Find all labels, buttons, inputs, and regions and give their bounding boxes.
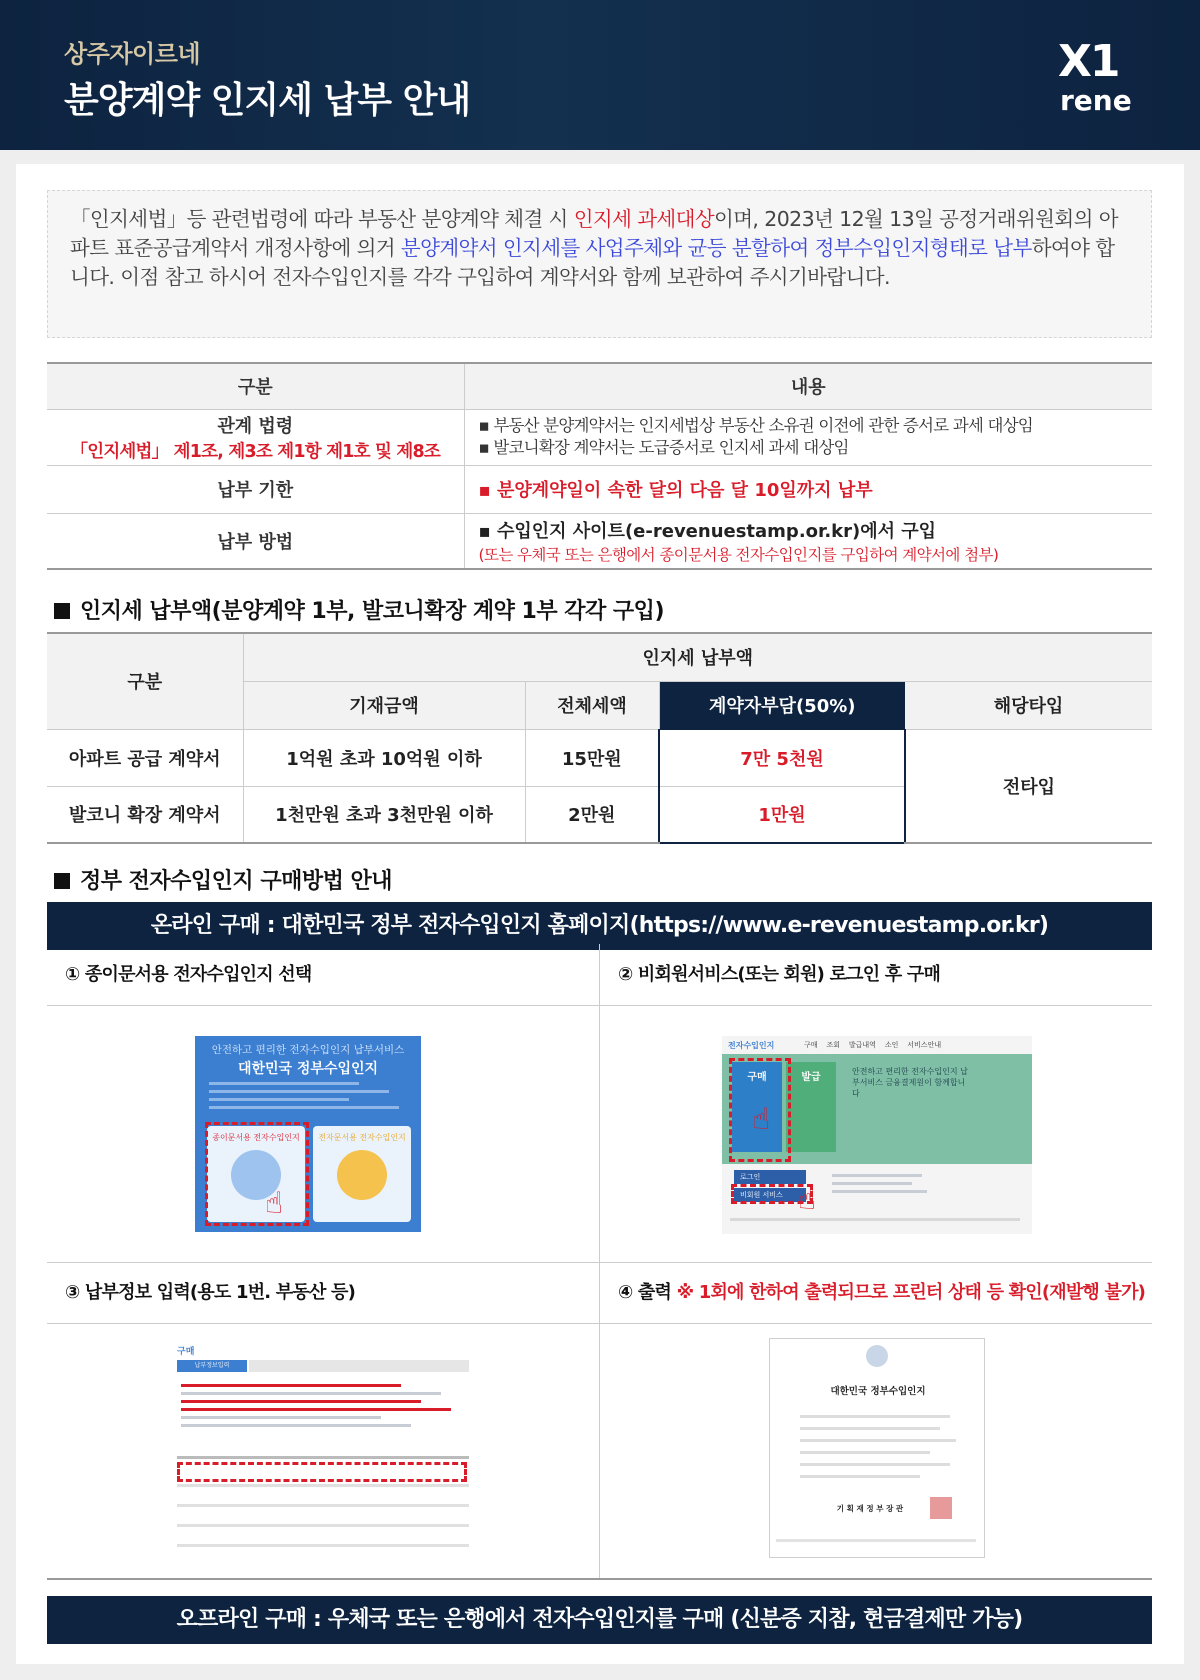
shot3-row: [177, 1484, 469, 1487]
shot2-login-button: 로그인: [734, 1170, 806, 1184]
intro-text-1: 「인지세법」등 관련법령에 따라 부동산 분양계약 체결 시: [70, 207, 574, 231]
shot3-row: [177, 1524, 469, 1527]
grid-bottom-border: [47, 1578, 1152, 1580]
shot1-text-line: [209, 1106, 399, 1109]
screenshot-step-3: [177, 1344, 469, 1556]
shot2-text-line: [832, 1174, 922, 1177]
brand-logo: [1058, 36, 1138, 120]
laptop-icon: [337, 1150, 387, 1200]
shot3-text-line: [181, 1408, 451, 1411]
hand-pointer-icon: ☝: [265, 1186, 284, 1221]
intro-text-2: 이며, 2023년 12월 13일 공정거래위원회의 아파트 표준공급계약서 개정사항에 의거: [70, 207, 1118, 260]
shot2-nav-item: 소인: [884, 1041, 899, 1049]
info-method-label: 납부 방법: [47, 513, 464, 569]
info-deadline-value: ▪ 분양계약일이 속한 달의 다음 달 10일까지 납부: [464, 465, 1152, 513]
shot3-text-line: [181, 1416, 381, 1419]
section-purchase-title: [54, 864, 392, 895]
shot1-option-paper-label: 종이문서용 전자수입인지: [212, 1133, 300, 1142]
shot2-site-name: 전자수입인지: [728, 1041, 775, 1050]
intro-text-3: 하여야 합니다. 이점 참고 하시어 전자수입인지를 각각 구입하여 계약서와 함께 보관하여 주시기바랍니다.: [70, 236, 1115, 289]
square-bullet-icon: [54, 873, 70, 889]
shot4-text-line: [800, 1475, 920, 1478]
hand-pointer-icon: ☝: [752, 1102, 771, 1137]
info-method-note: (또는 우체국 또는 은행에서 종이문서용 전자수입인지를 구입하여 계약서에 첨부): [478, 545, 999, 564]
screenshot-step-2: [722, 1036, 1032, 1234]
amount-row-amount: 1억원 초과 10억원 이하: [243, 729, 525, 786]
shot2-text-line: [832, 1190, 927, 1193]
amount-header-total: 전체세액: [525, 681, 659, 729]
shot2-nav-item: 조회: [826, 1041, 840, 1049]
shot2-nav-item: 서비스안내: [907, 1041, 942, 1049]
shot4-text-line: [800, 1451, 930, 1454]
info-table: [47, 362, 1152, 570]
shot2-text-line: [832, 1182, 912, 1185]
shot3-row: [177, 1456, 469, 1459]
shot3-text-line: [181, 1400, 421, 1403]
header-banner: [0, 0, 1200, 150]
amount-header-group: 인지세 납부액: [243, 633, 1152, 681]
shot1-text-line: [209, 1082, 359, 1085]
shot1-highlight: [205, 1122, 309, 1226]
amount-row-total: 15만원: [525, 729, 659, 786]
amount-row-total: 2만원: [525, 786, 659, 843]
amount-header-amount: 기재금액: [243, 681, 525, 729]
amount-header-share: 계약자부담(50%): [659, 681, 905, 729]
shot3-row: [177, 1544, 469, 1547]
shot2-guest-button: 비회원 서비스: [734, 1188, 806, 1202]
shot4-text-line: [800, 1415, 950, 1418]
step-3-title: ③ 납부정보 입력(용도 1번. 부동산 등): [47, 1262, 599, 1324]
amount-row-category: 아파트 공급 계약서: [47, 729, 243, 786]
shot3-tab-active: 납부정보입력: [177, 1360, 247, 1372]
shot1-option-electronic: [313, 1126, 411, 1222]
shot3-text-line: [181, 1424, 411, 1427]
amount-table: [47, 632, 1152, 844]
shot2-issue-tile: 발급: [786, 1062, 836, 1152]
shot4-signature: 기 획 재 정 부 장 관: [836, 1504, 904, 1513]
official-seal-icon: [930, 1497, 952, 1519]
info-law-item: ▪ 발코니확장 계약서는 도급증서로 인지세 과세 대상임: [478, 438, 849, 457]
section-amount-title: [54, 594, 664, 625]
amount-row-category: 발코니 확장 계약서: [47, 786, 243, 843]
step-4-warning: ※ 1회에 한하여 출력되므로 프린터 상태 등 확인(재발행 불가): [676, 1282, 1146, 1303]
shot1-text-line: [209, 1098, 349, 1101]
shot4-footer-line: [776, 1539, 976, 1542]
shot2-nav-item: 발급내역: [848, 1041, 876, 1049]
screenshot-step-4: [769, 1338, 985, 1558]
government-emblem-icon: [866, 1345, 888, 1367]
step-2-title: ② 비회원서비스(또는 회원) 로그인 후 구매: [600, 944, 1152, 1006]
shot3-text-line: [181, 1392, 441, 1395]
step-4-label: ④ 출력: [618, 1282, 672, 1303]
info-method-cell: [464, 513, 1152, 569]
logo-text: rene: [1060, 84, 1132, 117]
info-header-content: 내용: [464, 363, 1152, 409]
header-subtitle: 상주자이르네: [64, 40, 201, 68]
info-law-items: [464, 409, 1152, 465]
page-title: 분양계약 인지세 납부 안내: [64, 80, 471, 121]
amount-row-share: 7만 5천원: [659, 729, 905, 786]
intro-notice: [47, 190, 1152, 338]
info-law-detail: 「인지세법」 제1조, 제3조 제1항 제1호 및 제8조: [70, 441, 440, 462]
info-deadline-label: 납부 기한: [47, 465, 464, 513]
shot2-hero-text: 안전하고 편리한 전자수입인지 납부서비스 금융결제원이 함께합니다: [852, 1067, 968, 1098]
shot3-row: [177, 1504, 469, 1507]
shot2-nav-item: 구매: [804, 1041, 818, 1049]
shot3-text-line: [181, 1384, 401, 1387]
shot2-buy-tile: 구매: [732, 1062, 782, 1152]
section-purchase-title-text: 정부 전자수입인지 구매방법 안내: [80, 869, 393, 894]
intro-highlight-split: 분양계약서 인지세를 사업주체와 균등 분할하여 정부수입인지형태로 납부: [400, 236, 1032, 260]
info-method-value: ▪ 수입인지 사이트(e-revenuestamp.or.kr)에서 구입: [478, 520, 937, 542]
info-law-label: 관계 법령: [217, 415, 294, 437]
shot1-text-line: [209, 1090, 389, 1093]
hand-pointer-icon: ☝: [798, 1182, 817, 1217]
offline-purchase-bar: 오프라인 구매 : 우체국 또는 은행에서 전자수입인지를 구매 (신분증 지참, 현금결제만 가능): [47, 1596, 1152, 1644]
logo-mark: X1: [1058, 36, 1119, 87]
shot4-text-line: [800, 1439, 956, 1442]
step-1-title: ① 종이문서용 전자수입인지 선택: [47, 944, 599, 1006]
shot2-nav: [804, 1040, 941, 1050]
amount-row: [47, 729, 1152, 786]
purchase-steps-grid: [47, 944, 1152, 1580]
shot1-title: 대한민국 정부수입인지: [237, 1061, 379, 1077]
amount-header-category: 구분: [47, 633, 243, 729]
square-bullet-icon: [54, 603, 70, 619]
info-law-item: ▪ 부동산 분양계약서는 인지세법상 부동산 소유권 이전에 관한 증서로 과세 대상임: [478, 416, 1033, 435]
screenshot-step-1: [195, 1036, 421, 1232]
shot2-footer-line: [730, 1218, 1020, 1221]
info-header-category: 구분: [47, 363, 464, 409]
section-amount-title-text: 인지세 납부액(분양계약 1부, 발코니확장 계약 1부 각각 구입): [80, 599, 664, 624]
shot1-option-electronic-label: 전자문서용 전자수입인지: [318, 1133, 406, 1142]
amount-row-share: 1만원: [659, 786, 905, 843]
shot4-text-line: [800, 1463, 950, 1466]
amount-type-value: 전타입: [905, 729, 1152, 843]
online-purchase-bar: 온라인 구매 : 대한민국 정부 전자수입인지 홈페이지(https://www.e-revenuestamp.or.kr): [47, 902, 1152, 950]
amount-row-amount: 1천만원 초과 3천만원 이하: [243, 786, 525, 843]
shot3-title: 구매: [177, 1347, 195, 1357]
intro-highlight-taxable: 인지세 과세대상: [573, 207, 715, 231]
shot3-highlight: [177, 1462, 467, 1482]
info-law-cell: [47, 409, 464, 465]
shot3-tab-bar: [249, 1360, 469, 1372]
amount-header-type: 해당타입: [905, 681, 1152, 729]
shot4-text-line: [800, 1427, 940, 1430]
shot1-caption: 안전하고 편리한 전자수입인지 납부서비스: [211, 1044, 405, 1056]
shot4-title: 대한민국 정부수입인지: [830, 1386, 926, 1397]
step-4-title: [600, 1262, 1152, 1324]
